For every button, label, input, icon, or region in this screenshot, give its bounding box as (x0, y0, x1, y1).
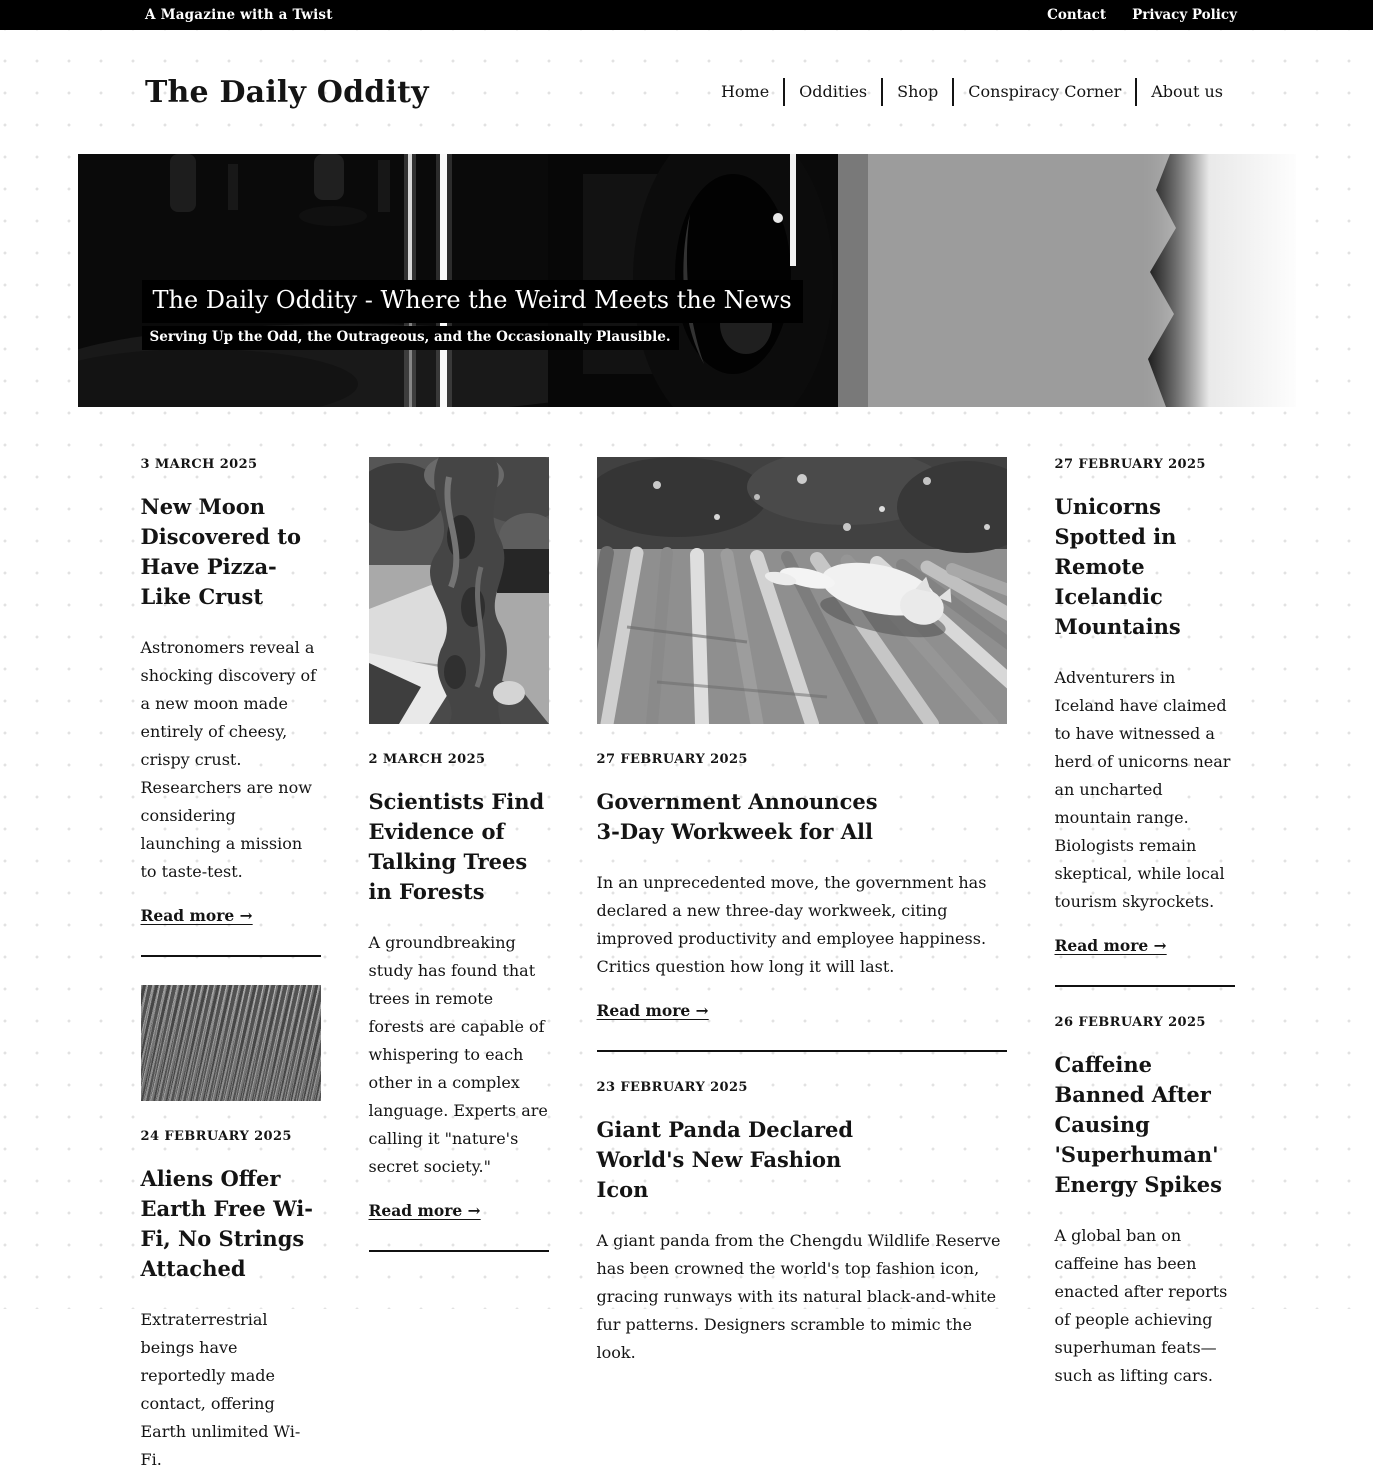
article-unicorns (1055, 457, 1235, 987)
article-date: 26 FEBRUARY 2025 (1054, 1015, 1206, 1031)
read-more-link[interactable]: Read more → (1054, 936, 1167, 956)
article-talking-trees (369, 457, 549, 1252)
read-more-link[interactable]: Read more → (140, 906, 253, 926)
article-date: 24 FEBRUARY 2025 (140, 1129, 292, 1145)
article-aliens-wifi (141, 985, 321, 1474)
article-title[interactable]: Giant Panda Declared World's New Fashion Icon (596, 1117, 854, 1203)
article-divider (141, 955, 321, 957)
hero-subtitle: Serving Up the Odd, the Outrageous, and the Occasionally Plausible. (142, 326, 679, 350)
article-body: A giant panda from the Chengdu Wildlife Reserve has been crowned the world's top fashion icon, gracing runways with its natural black-and-white fur patterns. Designers scramble to mimic the look. (596, 1231, 1001, 1363)
article-body: A global ban on caffeine has been enacted after reports of people achieving superhuman feats—such as lifting cars. (1054, 1226, 1228, 1386)
hero-caption (142, 280, 803, 350)
article-new-moon (141, 457, 321, 957)
nav-item-oddities[interactable]: Oddities (783, 78, 881, 106)
site-tagline: A Magazine with a Twist (145, 7, 333, 23)
article-body: A groundbreaking study has found that trees in remote forests are capable of whispering to each other in a complex language. Experts are calling it "nature's secret society." (368, 933, 548, 1177)
article-caffeine-ban (1055, 1015, 1235, 1390)
read-more-link[interactable]: Read more → (596, 1001, 709, 1021)
article-3-day-workweek (597, 457, 1007, 1052)
article-divider (1055, 985, 1235, 987)
article-body: Adventurers in Iceland have claimed to have witnessed a herd of unicorns near an uncharted mountain range. Biologists remain skeptical, while local tourism skyrockets. (1054, 668, 1231, 912)
article-column-4 (1055, 457, 1235, 1390)
article-image-gnarled-tree (369, 457, 549, 724)
nav-item-home[interactable]: Home (720, 81, 770, 101)
topbar-link-contact[interactable]: Contact (1047, 7, 1107, 23)
article-column-3 (597, 457, 1007, 1367)
article-title[interactable]: Caffeine Banned After Causing 'Superhuman' Energy Spikes (1054, 1052, 1222, 1198)
article-divider (597, 1050, 1007, 1052)
site-header (0, 30, 1373, 154)
article-body: Astronomers reveal a shocking discovery of a new moon made entirely of cheesy, crispy crust. Researchers are now considering launching a mission to taste-test. (140, 638, 317, 882)
hero-title: The Daily Oddity - Where the Weird Meets the News (142, 280, 803, 323)
article-date: 27 FEBRUARY 2025 (596, 752, 748, 767)
article-column-2 (369, 457, 549, 1280)
article-body: In an unprecedented move, the government has declared a new three-day workweek, citing improved productivity and employee happiness. Critics question how long it will last. (596, 873, 987, 977)
main-nav (707, 78, 1237, 106)
article-image-fur-texture (141, 985, 321, 1101)
site-title[interactable]: The Daily Oddity (145, 74, 429, 110)
article-title[interactable]: Scientists Find Evidence of Talking Trees in Forests (368, 789, 545, 905)
articles-grid (141, 457, 1233, 1474)
article-title[interactable]: New Moon Discovered to Have Pizza-Like Crust (140, 494, 301, 610)
nav-item-conspiracy-corner[interactable]: Conspiracy Corner (952, 78, 1135, 106)
article-column-1 (141, 457, 321, 1474)
article-image-cat-on-bamboo (597, 457, 1007, 724)
topbar (0, 0, 1373, 30)
article-divider (369, 1250, 549, 1252)
article-title[interactable]: Aliens Offer Earth Free Wi-Fi, No Strings Attached (140, 1166, 314, 1282)
article-giant-panda (597, 1080, 1007, 1367)
read-more-link[interactable]: Read more → (368, 1201, 481, 1221)
nav-item-shop[interactable]: Shop (881, 78, 952, 106)
article-title[interactable]: Unicorns Spotted in Remote Icelandic Mountains (1054, 494, 1181, 640)
topbar-links (1047, 7, 1237, 23)
article-body: Extraterrestrial beings have reportedly made contact, offering Earth unlimited Wi-Fi. (140, 1310, 301, 1470)
article-title[interactable]: Government Announces 3-Day Workweek for All (596, 789, 878, 845)
topbar-link-privacy-policy[interactable]: Privacy Policy (1132, 7, 1237, 23)
nav-item-about-us[interactable]: About us (1135, 78, 1237, 106)
article-date: 23 FEBRUARY 2025 (596, 1080, 748, 1096)
article-date: 3 MARCH 2025 (140, 457, 258, 472)
hero-banner (78, 154, 1296, 407)
article-date: 2 MARCH 2025 (368, 752, 486, 767)
article-date: 27 FEBRUARY 2025 (1054, 457, 1206, 472)
